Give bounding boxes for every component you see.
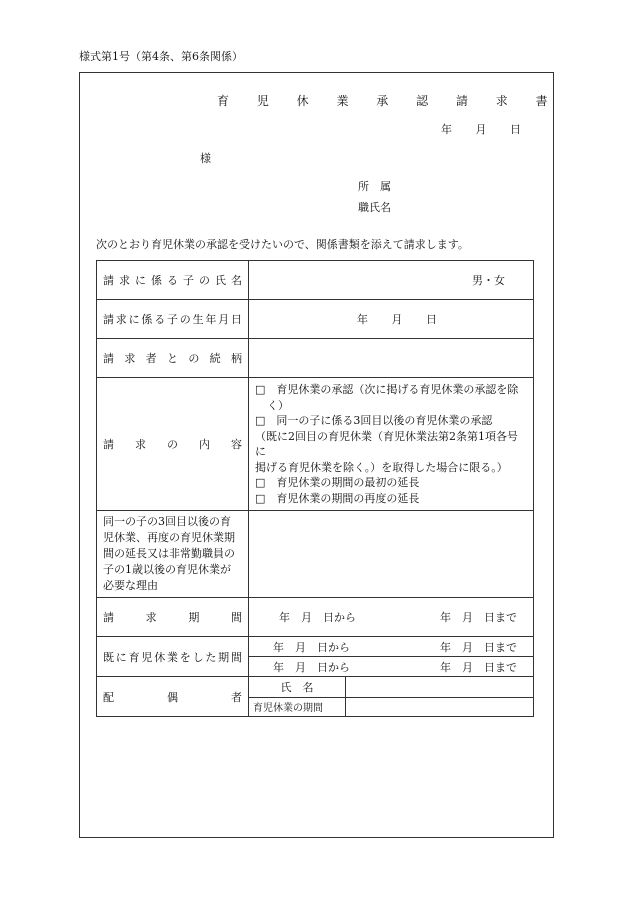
option-third-approval[interactable]: □ 同一の子に係る3回目以後の育児休業の承認	[255, 414, 493, 427]
reason-label-line: 子の1歳以後の育児休業が	[103, 563, 231, 576]
prior1-to: 年 月 日まで	[440, 640, 517, 654]
label-char: の	[188, 352, 200, 365]
label-char: 求	[135, 438, 146, 451]
period-from: 年 月 日から	[279, 611, 356, 624]
child-birth-field[interactable]	[249, 300, 534, 339]
label-char: 求	[145, 611, 157, 624]
label-char: に	[115, 650, 127, 664]
label-char: 休	[154, 650, 166, 664]
reason-label-line: 児休業、再度の育児休業期	[103, 531, 235, 544]
relation-label	[97, 339, 249, 378]
label-char: 業	[166, 650, 178, 664]
label-char: 請	[103, 313, 114, 326]
label-char: る	[154, 313, 166, 326]
label-char: に	[135, 274, 146, 287]
row-child-name	[97, 261, 534, 300]
label-char: と	[166, 352, 178, 365]
label-char: る	[167, 274, 178, 287]
label-char: 偶	[167, 690, 178, 704]
addressee-suffix: 様	[200, 152, 211, 165]
affiliation-label: 所 属	[358, 180, 391, 193]
name-label: 職氏名	[358, 201, 391, 214]
label-char: 求	[115, 313, 127, 326]
date-line	[441, 121, 521, 137]
label-char: 内	[199, 438, 210, 451]
label-char: 子	[166, 313, 178, 326]
content-options	[249, 378, 534, 511]
label-char: に	[128, 313, 140, 326]
spouse-details	[249, 677, 534, 717]
row-prior	[97, 637, 534, 677]
label-char: 育	[128, 650, 140, 664]
reason-field[interactable]	[249, 511, 534, 598]
prior-period-1[interactable]	[249, 637, 533, 657]
reason-label-line: 同一の子の3回目以後の育	[103, 515, 231, 528]
period-label	[97, 598, 249, 637]
label-char: 請	[103, 611, 114, 624]
label-char: た	[205, 650, 217, 664]
birth-month: 月	[391, 313, 403, 326]
option-second-extension[interactable]: □ 育児休業の期間の再度の延長	[255, 491, 420, 505]
label-char: を	[179, 650, 191, 664]
spouse-label	[97, 677, 249, 717]
label-char: 者	[145, 352, 157, 365]
label-char: 請	[103, 274, 114, 287]
option-approval[interactable]: □ 育児休業の承認（次に掲げる育児休業の承認を除	[255, 383, 519, 396]
prior-period-2[interactable]	[249, 657, 533, 677]
label-char: 者	[231, 690, 242, 704]
reason-label-line: 必要な理由	[103, 579, 158, 592]
prior2-to: 年 月 日まで	[440, 660, 517, 674]
row-period	[97, 598, 534, 637]
label-char: 間	[230, 611, 242, 624]
label-char: 間	[230, 650, 242, 664]
label-char: 日	[230, 313, 242, 326]
label-char: 氏	[215, 274, 226, 287]
form-number-label: 様式第1号（第4条、第6条関係）	[79, 50, 243, 63]
label-char: 年	[205, 313, 217, 326]
birth-year: 年	[357, 313, 368, 326]
gender-option: 男・女	[472, 274, 505, 287]
option-third-note-1: （既に2回目の育児休業（育児休業法第2条第1項各号に	[255, 429, 518, 458]
label-char: 期	[188, 611, 200, 624]
label-char: 係	[141, 313, 153, 326]
reason-label-line: 間の延長又は非常勤職員の	[103, 547, 235, 560]
label-char: 続	[209, 352, 221, 365]
period-field[interactable]	[249, 598, 534, 637]
label-char: 求	[119, 274, 130, 287]
label-char: 生	[192, 313, 204, 326]
label-char: 既	[103, 650, 114, 664]
child-name-label	[97, 261, 249, 300]
prior1-from: 年 月 日から	[273, 640, 350, 654]
label-char: 期	[218, 650, 230, 664]
label-char: 請	[103, 352, 114, 365]
row-child-birth	[97, 300, 534, 339]
date-month: 月	[475, 123, 487, 136]
relation-field[interactable]	[249, 339, 534, 378]
option-first-extension[interactable]: □ 育児休業の期間の最初の延長	[255, 476, 420, 489]
content-label	[97, 378, 249, 511]
option-third-note-2: 掲げる育児休業を除く。）を取得した場合に限る。）	[255, 460, 508, 474]
spouse-period-label: 育児休業の期間	[249, 697, 346, 716]
label-char: 名	[231, 274, 242, 287]
form-title: 育 児 休 業 承 認 請 求 書	[217, 94, 560, 108]
prior-periods	[249, 637, 534, 677]
label-char: 月	[218, 313, 230, 326]
spouse-name-field[interactable]	[346, 677, 534, 697]
label-char: 係	[151, 274, 162, 287]
period-to: 年 月 日まで	[440, 611, 517, 624]
child-birth-label	[97, 300, 249, 339]
label-char: の	[167, 438, 178, 451]
label-char: 子	[183, 274, 194, 287]
label-char: 請	[103, 438, 114, 451]
date-year: 年	[441, 123, 452, 136]
prior-label	[97, 637, 249, 677]
label-char: し	[192, 650, 204, 664]
label-char: 容	[231, 438, 242, 451]
child-name-field[interactable]	[249, 261, 534, 300]
label-char: の	[179, 313, 191, 326]
row-relation	[97, 339, 534, 378]
request-table	[96, 260, 534, 717]
row-content	[97, 378, 534, 511]
row-spouse	[97, 677, 534, 717]
label-char: 児	[141, 650, 153, 664]
label-char: の	[199, 274, 210, 287]
label-char: 求	[124, 352, 136, 365]
birth-day: 日	[426, 313, 437, 326]
spouse-period-field[interactable]	[346, 697, 534, 716]
spouse-name-label: 氏 名	[249, 677, 346, 697]
option-approval-cont: く）	[267, 398, 289, 412]
reason-label	[97, 511, 249, 598]
date-day: 日	[510, 123, 521, 136]
row-reason	[97, 511, 534, 598]
label-char: 配	[103, 690, 114, 704]
intro-text: 次のとおり育児休業の承認を受けたいので、関係書類を添えて請求します。	[96, 238, 469, 251]
label-char: 柄	[230, 352, 242, 365]
prior2-from: 年 月 日から	[273, 660, 350, 674]
